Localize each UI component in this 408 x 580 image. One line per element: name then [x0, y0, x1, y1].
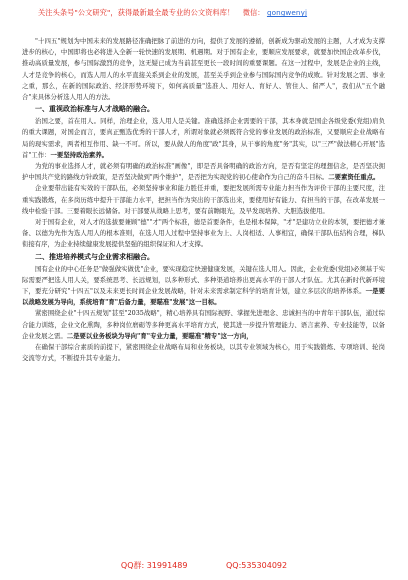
paragraph-bold-text: 一是要以战略发展为导向，系统培育"育"后备力量，要瞄准"发展"这一目标。 — [22, 287, 385, 307]
body-paragraph — [22, 36, 385, 103]
body-paragraph — [22, 217, 385, 251]
wechat-label: 微信： — [242, 8, 265, 17]
paragraph-text: 为党的事业选择人才，就必须有明确的政治标准"画像"，即是否具备明确的政治方向，是否有坚定的理想信念，是否坚决拥护中国共产党的路线方针政策，是否坚决做到"两个维护"，是否把为实现党的初心使命作为自己的奋斗目标。 — [22, 162, 385, 182]
section-heading-text: 二、推进培养模式与企业需求相融合。 — [35, 252, 154, 261]
body-paragraph — [22, 342, 385, 364]
paragraph-text: 国有企业的中心任务是"做强做实做优"企业，要实现稳定快速健康发展，关键在选人用人。因此，企业党委(党组)必须基于实际需要严把选人用人关，要系统思考、长远规划，以多种形式、多种渠道培养出更高水平的干部人才队伍。尤其在新时代新环境下，要充分研究"十四五"以及未来更长时间企业发展战略，针对未来需求制定科学的培育计划，建立多层次的培养体系。 — [22, 264, 385, 296]
body-paragraph — [22, 264, 385, 309]
wechat-id-link[interactable]: gongwenyj — [266, 8, 308, 17]
section-heading — [22, 251, 385, 264]
promo-banner-line — [38, 8, 307, 18]
article-body — [22, 36, 385, 364]
section-heading-text: 一、重视政治标准与人才战略的融合。 — [35, 105, 154, 114]
paragraph-text: 在确保干部综合素质的前提下，紧密围绕企业战略布局和业务板块，以其专业领域为核心，用于实践锻炼、专项培训、轮岗交流等方式，不断提升其专业能力。 — [22, 343, 385, 363]
paragraph-bold-text: 二是要以业务板块为导向"育"专业力量，要瞄准"精专"这一方向， — [66, 331, 253, 340]
paragraph-text: 企业要带出能有实效的干部队伍，必须坚持事业和能力胜任并重，要把发展所需专业能力担当作为评价干部的主要尺度，注重实践锻炼，在多岗历练中提升干部能力水平，把担当作为突出的干部选出来，要使用好有能力、有担当的干部，在改革发展一线中检验干部。三要着眼长远储备。对干部要从战略上思考，要有前瞻眼光，及早发现培养、大胆选拔使用。 — [22, 184, 385, 215]
body-paragraph — [22, 116, 385, 161]
paragraph-text: 对于国有企业，对人才的选拔要兼顾"德""才"两个标准，德是首要条件，也是根本保障，"才"是建功立业的本领，要把德才兼备、以德为先作为选人用人的根本准则，在选人用人过程中坚持事业为上、人岗相适、人事相宜，确保干部队伍结构合理，梯队衔接有序，为企业持续健康发展提供坚强的组织保证和人才支撑。 — [22, 218, 385, 249]
paragraph-bold-text: 一要坚持政治素养。 — [50, 150, 109, 159]
body-paragraph — [22, 161, 385, 183]
body-paragraph — [22, 308, 385, 342]
paragraph-text: 治国之要，首在用人。同样，治理企业，选人用人是关键。准确选择企业需要的干部，其本身就是国企各级党委(党组)肩负的重大课题，对国企而言，要真正甄选优秀的干部人才，所谓对象就必须既符合党的事业发展的政治标准，又要顺应企业战略布局的现实需求，两者相互作用、缺一不可。所以，要从做人的角度"政"其身，从干事的角度"务"其实，以"三严"做法精心开展"选首"工作： — [22, 117, 385, 159]
paragraph-text: "十四五"规划为中国未来的发展路径准确把脉了前进的方向，提供了发展的遵循，创新成为驱动发展的主题，人才成为支撑进步的核心，中国即将也必将进入全新一轮快速的发展期、机遇期。对于国有企业，要顺应发展要求，就要加快国企改革步伐，推动高质量发展，参与国际激烈的竞争，这无疑已成为当前甚至更长一段时间的重要课题。在这一过程中，发展是企业的主线，人才是竞争的核心，而选人用人的水平直接关系到企业的发展，甚至关乎到企业参与国际国内竞争的成败。针对发展之需、事业之重，那么，在新的国际政治、经济形势环境下，如何高质量"选准人、用好人、育好人、管住人、留严人"，我们从"五个融合"来具体分析选人用人的方法。 — [22, 37, 385, 102]
contact-footer — [0, 560, 408, 576]
qq-text: QQ:535304092 — [226, 561, 288, 570]
promo-text: 关注头条号"公文研究"，获得最新最全最专业的公文资料库！ — [38, 8, 235, 17]
paragraph-text: 紧密围绕企业"十四五规划"甚至"2035战略"，精心培养具有国际视野、掌握先进理念、忠诚担当的中青年干部队伍，通过综合能力训练，企业文化熏陶，多种岗位磨砺等多种更高水平培育方式，使其进一步提升管理能力、语言素养、专业技能等，以备企业发展之需。 — [22, 309, 385, 340]
promo-banner — [0, 0, 408, 30]
qq-group-text: QQ群: 31991489 — [120, 561, 188, 570]
paragraph-bold-text: 二要素资任重点。 — [328, 173, 380, 182]
body-paragraph — [22, 183, 385, 217]
section-heading — [22, 103, 385, 116]
